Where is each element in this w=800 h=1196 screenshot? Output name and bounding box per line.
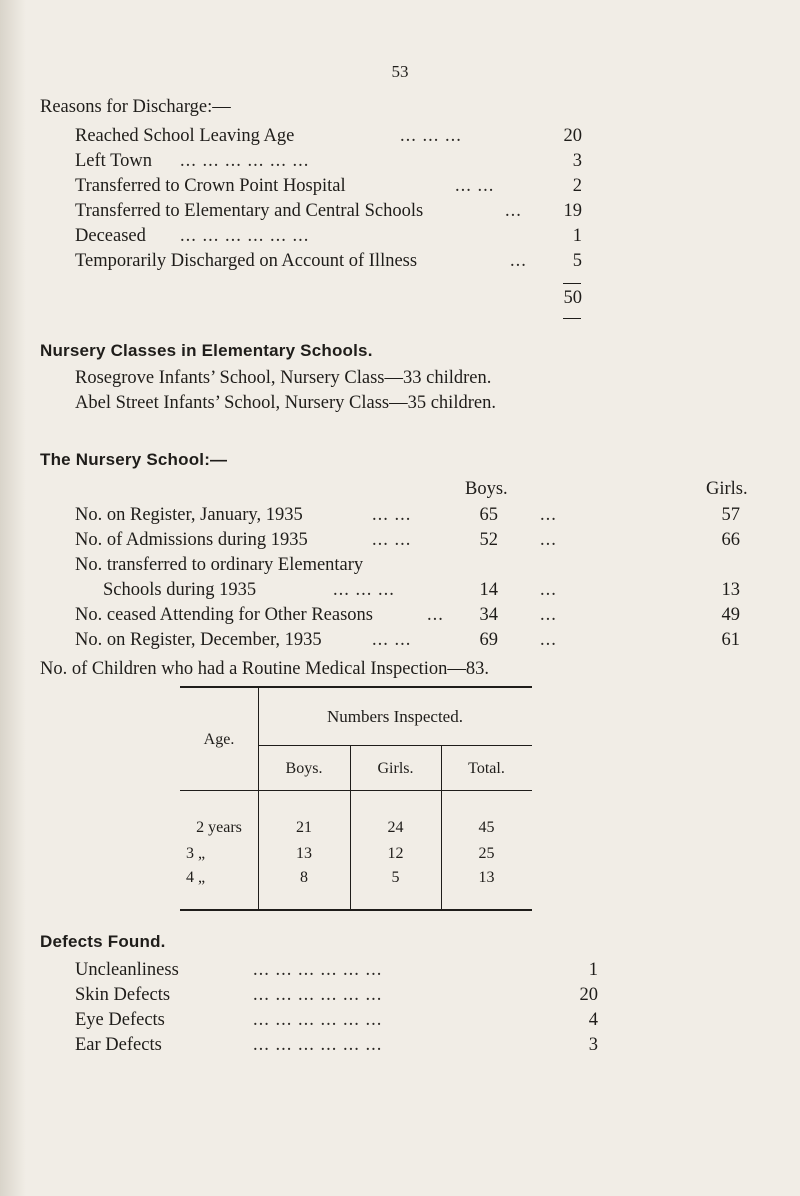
col-header-girls: Girls. — [706, 479, 748, 499]
age-cell: 2 years — [196, 819, 242, 836]
discharge-label: Reached School Leaving Age — [75, 126, 295, 146]
col-header-boys: Boys. — [285, 760, 323, 777]
defects-heading: Defects Found. — [40, 932, 166, 951]
discharge-value: 5 — [572, 251, 582, 271]
total-rule — [563, 318, 581, 319]
leader-dots: ... — [510, 251, 527, 271]
inspection-note: No. of Children who had a Routine Medical Inspection—83. — [40, 659, 490, 679]
defect-value: 1 — [588, 960, 598, 980]
leader-dots: ... ... — [372, 530, 412, 550]
defect-label: Uncleanliness — [75, 960, 179, 980]
leader-dots: ... — [540, 630, 557, 650]
leader-dots: ... ... ... ... ... ... — [253, 1035, 383, 1055]
leader-dots: ... ... ... — [333, 580, 395, 600]
leader-dots: ... — [427, 605, 444, 625]
total-cell: 45 — [478, 819, 495, 836]
defect-label: Eye Defects — [75, 1010, 165, 1030]
boys-value: 34 — [479, 605, 498, 625]
sum-rule — [563, 283, 581, 284]
numbers-inspected-header: Numbers Inspected. — [327, 707, 463, 726]
nursery-classes-heading: Nursery Classes in Elementary Schools. — [40, 341, 373, 360]
leader-dots: ... — [540, 605, 557, 625]
col-header-girls: Girls. — [377, 760, 414, 777]
row-label: No. of Admissions during 1935 — [75, 530, 308, 550]
leader-dots: ... ... — [455, 176, 495, 196]
page-edge-shadow — [0, 0, 26, 1196]
defect-value: 3 — [588, 1035, 598, 1055]
boys-cell: 21 — [296, 819, 312, 836]
leader-dots: ... ... ... ... ... ... — [253, 1010, 383, 1030]
age-cell: 3 „ — [186, 845, 206, 862]
leader-dots: ... ... ... ... ... ... — [253, 960, 383, 980]
girls-value: 61 — [721, 630, 740, 650]
leader-dots: ... ... — [372, 505, 412, 525]
leader-dots: ... — [540, 530, 557, 550]
header-bottom-rule — [180, 790, 532, 791]
age-cell: 4 „ — [186, 869, 206, 886]
discharge-label: Transferred to Elementary and Central Schools — [75, 201, 424, 221]
nursery-school-heading: The Nursery School:— — [40, 450, 228, 469]
col-header-total: Total. — [468, 760, 505, 777]
nursery-class-line: Abel Street Infants’ School, Nursery Class—35 children. — [75, 393, 496, 413]
defect-label: Skin Defects — [75, 985, 171, 1005]
leader-dots: ... — [505, 201, 522, 221]
boys-value: 69 — [479, 630, 498, 650]
header-rule — [258, 745, 532, 746]
girls-cell: 5 — [391, 869, 400, 886]
discharge-label: Temporarily Discharged on Account of Illness — [75, 251, 418, 271]
leader-dots: ... ... ... ... ... ... — [180, 226, 310, 246]
girls-cell: 24 — [387, 819, 404, 836]
row-label: No. on Register, January, 1935 — [75, 505, 303, 525]
age-header: Age. — [203, 731, 235, 748]
discharge-value: 20 — [563, 126, 582, 146]
leader-dots: ... — [540, 580, 557, 600]
discharge-value: 1 — [572, 226, 582, 246]
defect-value: 4 — [588, 1010, 598, 1030]
discharge-value: 2 — [572, 176, 582, 196]
discharge-value: 19 — [563, 201, 582, 221]
boys-value: 65 — [479, 505, 498, 525]
girls-value: 49 — [721, 605, 740, 625]
discharge-heading: Reasons for Discharge:— — [40, 97, 231, 117]
leader-dots: ... ... — [372, 630, 412, 650]
row-label: No. transferred to ordinary Elementary — [75, 555, 364, 575]
boys-cell: 8 — [300, 869, 308, 886]
table-top-rule — [180, 686, 532, 688]
total-cell: 13 — [478, 869, 495, 886]
table-bottom-rule — [180, 909, 532, 911]
leader-dots: ... ... ... — [400, 126, 462, 146]
boys-value: 52 — [479, 530, 498, 550]
col-header-boys: Boys. — [465, 479, 508, 499]
girls-value: 66 — [721, 530, 740, 550]
boys-cell: 13 — [296, 845, 312, 862]
discharge-total: 50 — [563, 288, 582, 308]
defect-label: Ear Defects — [75, 1035, 162, 1055]
girls-value: 13 — [721, 580, 740, 600]
total-cell: 25 — [478, 845, 495, 862]
defect-value: 20 — [579, 985, 598, 1005]
page-number: 53 — [391, 62, 409, 81]
row-label: Schools during 1935 — [103, 580, 257, 600]
girls-cell: 12 — [387, 845, 404, 862]
row-label: No. on Register, December, 1935 — [75, 630, 322, 650]
boys-value: 14 — [479, 580, 498, 600]
nursery-class-line: Rosegrove Infants’ School, Nursery Class—33 children. — [75, 368, 492, 388]
leader-dots: ... ... ... ... ... ... — [180, 151, 310, 171]
leader-dots: ... ... ... ... ... ... — [253, 985, 383, 1005]
discharge-value: 3 — [572, 151, 582, 171]
discharge-label: Transferred to Crown Point Hospital — [75, 176, 346, 196]
girls-value: 57 — [721, 505, 740, 525]
discharge-label: Deceased — [75, 226, 146, 246]
discharge-label: Left Town — [75, 151, 152, 171]
leader-dots: ... — [540, 505, 557, 525]
row-label: No. ceased Attending for Other Reasons — [75, 605, 373, 625]
